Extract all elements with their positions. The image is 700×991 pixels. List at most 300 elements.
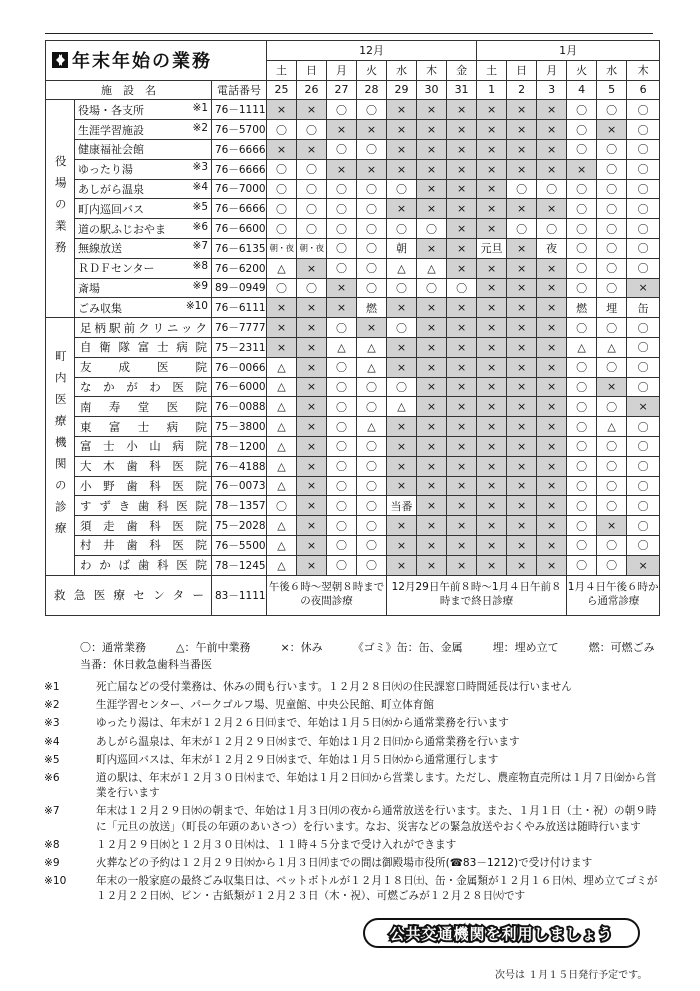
table-row [46,436,660,456]
status-cell: × [297,456,327,476]
status-cell: 〇 [567,436,597,456]
status-cell: 〇 [567,258,597,278]
status-cell: × [507,357,537,377]
status-cell: × [477,337,507,357]
status-cell: 〇 [597,456,627,476]
status-cell: 〇 [627,179,660,199]
status-cell: 〇 [507,179,537,199]
status-cell: 埋 [597,298,627,318]
section-label: 町内医療機関の診療 [46,318,75,575]
legend-item: 《ゴミ》缶：缶、金属 [352,641,463,654]
status-cell: 〇 [267,278,297,298]
status-cell: × [537,496,567,516]
legend [80,639,685,673]
phone-number: 76－5500 [212,535,267,555]
status-cell: 〇 [387,219,417,239]
status-cell: × [537,100,567,120]
footnote-text: あしがら温泉は、年末が１２月２９日㈬まで、年始は１月２日㈰から通常業務を行います [96,735,520,748]
status-cell: × [627,397,660,417]
status-cell: 〇 [327,199,357,219]
status-cell: × [447,258,477,278]
status-cell: 〇 [627,476,660,496]
phone-number: 75－2028 [212,516,267,536]
facility-name-cell [75,397,212,417]
status-cell: 〇 [597,278,627,298]
phone-number: 76－1111 [212,100,267,120]
status-cell: 〇 [357,555,387,575]
weekday-cell: 土 [267,60,297,80]
footnote [44,804,659,834]
date-cell: 4 [567,80,597,100]
table-row [46,179,660,199]
status-cell: 〇 [627,496,660,516]
phone-number: 76－6666 [212,199,267,219]
status-cell: 〇 [327,377,357,397]
status-cell: 〇 [297,219,327,239]
status-cell: × [507,337,537,357]
status-cell: 〇 [597,238,627,258]
status-cell: 〇 [567,318,597,338]
date-cell: 28 [357,80,387,100]
facility-note: ※8 [192,260,208,273]
phone-number: 78－1245 [212,555,267,575]
status-cell: 〇 [597,357,627,377]
weekday-cell: 土 [477,60,507,80]
date-cell: 1 [477,80,507,100]
facility-name: 村井歯科医院 [80,538,207,553]
status-cell: 〇 [627,318,660,338]
facility-name-cell [75,436,212,456]
facility-name: 足柄駅前クリニック [80,320,207,335]
footnotes [44,680,659,908]
table-row [46,278,660,298]
status-cell: × [417,516,447,536]
status-cell: 〇 [357,199,387,219]
facility-name: 南寿堂医院 [80,399,207,414]
status-cell: × [417,456,447,476]
phone-number: 83－1111 [212,575,267,615]
table-row [46,417,660,437]
facility-name: あしがら温泉 [78,182,144,196]
status-cell: × [477,476,507,496]
status-cell: 〇 [597,555,627,575]
footnote-key: ※5 [44,753,60,766]
footnote-key: ※7 [44,805,60,818]
phone-number: 75－3800 [212,417,267,437]
status-cell: × [417,397,447,417]
date-cell: 27 [327,80,357,100]
facility-name-cell [75,357,212,377]
legend-line [80,639,685,656]
footnote [44,753,659,768]
facility-name-cell [75,298,212,318]
status-cell: 夜 [537,238,567,258]
banner-text: 公共交通機関を利用しましょう [389,924,614,943]
status-cell: × [417,199,447,219]
status-cell: × [507,318,537,338]
status-cell: 〇 [567,219,597,239]
status-cell: 〇 [297,199,327,219]
status-cell: △ [267,535,297,555]
legend-item: 燃：可燃ごみ [588,641,655,654]
date-cell: 25 [267,80,297,100]
facility-name: わかば歯科医院 [80,558,207,573]
public-transport-banner [363,918,640,948]
status-cell: △ [267,436,297,456]
facility-name-cell [75,159,212,179]
facility-name: 無線放送 [78,242,122,256]
status-cell: × [537,298,567,318]
status-cell: △ [597,337,627,357]
status-cell: × [417,179,447,199]
status-cell: 燃 [357,298,387,318]
status-cell: 〇 [357,436,387,456]
status-cell: 〇 [387,278,417,298]
status-cell: × [267,139,297,159]
status-cell: × [417,120,447,140]
status-cell: × [507,100,537,120]
status-cell: × [387,100,417,120]
emergency-center-name: 救急医療センター [46,575,212,615]
facility-name-cell [75,476,212,496]
status-cell: 缶 [627,298,660,318]
title-cell [46,41,267,81]
status-cell: 当番 [387,496,417,516]
status-cell: × [537,357,567,377]
footnote [44,856,659,871]
facility-name-cell [75,100,212,120]
status-cell: 〇 [627,357,660,377]
facility-note: ※4 [192,180,208,193]
status-cell: × [507,159,537,179]
facility-name: 須走歯科医院 [80,518,207,533]
status-cell: × [387,417,417,437]
status-cell: × [537,476,567,496]
status-cell: 〇 [597,258,627,278]
status-cell: × [387,139,417,159]
status-cell: △ [267,417,297,437]
footnote-text: ゆったり湯は、年末が１２月２６日㈰まで、年始は１月５日㈬から通常業務を行います [96,717,509,730]
footnote-key: ※8 [44,838,60,851]
phone-number: 76－7777 [212,318,267,338]
status-cell: × [267,337,297,357]
status-cell: × [447,298,477,318]
status-cell: × [327,120,357,140]
status-cell: 〇 [597,179,627,199]
status-cell: × [327,278,357,298]
facility-name-cell [75,417,212,437]
status-cell: × [537,159,567,179]
status-cell: 〇 [567,278,597,298]
status-cell: 朝・夜 [267,238,297,258]
status-cell: × [417,535,447,555]
footnote [44,716,659,731]
month-dec: 12月 [267,41,477,61]
weekday-cell: 火 [567,60,597,80]
status-cell: 〇 [357,456,387,476]
weekday-cell: 火 [357,60,387,80]
facility-name: 友成医院 [80,360,207,375]
status-cell: 〇 [537,179,567,199]
status-cell: 〇 [627,377,660,397]
table-row [46,337,660,357]
facility-name: 斎場 [78,281,100,295]
status-cell: × [447,555,477,575]
status-cell: 〇 [567,139,597,159]
status-cell: × [447,377,477,397]
status-cell: 〇 [597,219,627,239]
status-cell: 〇 [327,318,357,338]
emergency-note-night: 午後６時～翌朝８時までの夜間診療 [267,575,387,615]
status-cell: 〇 [597,159,627,179]
status-cell: 〇 [357,238,387,258]
status-cell: × [387,516,417,536]
status-cell: × [537,120,567,140]
status-cell: × [447,535,477,555]
status-cell: × [387,436,417,456]
emergency-note-allday: 12月29日午前８時～1月４日午前８時まで終日診療 [387,575,567,615]
status-cell: 〇 [567,377,597,397]
status-cell: × [507,258,537,278]
weekday-cell: 月 [537,60,567,80]
status-cell: × [297,535,327,555]
status-cell: × [507,476,537,496]
status-cell: × [477,318,507,338]
status-cell: 朝 [387,238,417,258]
date-cell: 3 [537,80,567,100]
facility-note: ※1 [192,101,208,114]
status-cell: 〇 [357,179,387,199]
status-cell: △ [267,516,297,536]
facility-name: ゆったり湯 [78,163,133,177]
footnote-text: 火葬などの予約は１２月２９日㈬から１月３日㈪までの間は御殿場市役所(☎83－1212)で受け付けます [96,857,593,870]
status-cell: × [447,516,477,536]
table-row [46,120,660,140]
status-cell: 〇 [357,139,387,159]
status-cell: 〇 [597,397,627,417]
status-cell: 〇 [417,219,447,239]
status-cell: 〇 [297,278,327,298]
facility-name: 道の駅ふじおやま [78,222,166,236]
status-cell: × [297,357,327,377]
status-cell: 〇 [627,159,660,179]
status-cell: × [507,377,537,397]
facility-note: ※2 [192,121,208,134]
table-row [46,159,660,179]
status-cell: × [477,278,507,298]
status-cell: × [537,535,567,555]
status-cell: × [387,456,417,476]
footnote-key: ※1 [44,681,60,693]
footnote-text: 町内巡回バスは、年末が１２月２９日㈬まで、年始は１月５日㈬から通常運行します [96,753,499,766]
status-cell: △ [357,337,387,357]
status-cell: × [477,199,507,219]
weekday-cell: 月 [327,60,357,80]
status-cell: × [447,318,477,338]
status-cell: × [447,100,477,120]
weekday-cell: 木 [417,60,447,80]
facility-name-cell [75,179,212,199]
status-cell: 〇 [327,516,357,536]
table-row [46,516,660,536]
status-cell: 〇 [357,476,387,496]
status-cell: △ [267,258,297,278]
status-cell: × [477,555,507,575]
status-cell: 〇 [327,555,357,575]
phone-number: 76－0088 [212,397,267,417]
status-cell: 〇 [357,516,387,536]
status-cell: 〇 [327,219,357,239]
status-cell: 〇 [627,199,660,219]
status-cell: 〇 [507,219,537,239]
facility-name-cell [75,139,212,159]
status-cell: 〇 [567,199,597,219]
status-cell: 〇 [327,436,357,456]
status-cell: 〇 [627,120,660,140]
weekday-cell: 木 [627,60,660,80]
status-cell: × [327,159,357,179]
status-cell: × [477,377,507,397]
status-cell: × [357,120,387,140]
status-cell: × [477,397,507,417]
status-cell: 〇 [627,238,660,258]
status-cell: 〇 [627,258,660,278]
facility-name-cell [75,337,212,357]
status-cell: 〇 [387,377,417,397]
phone-number: 76－0066 [212,357,267,377]
status-cell: 〇 [597,139,627,159]
status-cell: × [417,377,447,397]
status-cell: 〇 [537,219,567,239]
status-cell: × [477,159,507,179]
facility-name: 健康福祉会館 [78,143,144,157]
facility-name: 富士小山病院 [80,439,207,454]
emergency-note-normal: 1月４日午後６時から通常診療 [567,575,660,615]
status-cell: × [297,318,327,338]
status-cell: × [537,139,567,159]
status-cell: 〇 [357,100,387,120]
status-cell: × [447,357,477,377]
phone-number: 78－1357 [212,496,267,516]
legend-item: ×：休み [280,641,323,654]
facility-name-cell [75,555,212,575]
table-row [46,555,660,575]
phone-number: 76－7000 [212,179,267,199]
status-cell: 〇 [267,159,297,179]
status-cell: 〇 [597,496,627,516]
status-cell: × [297,555,327,575]
footnote-key: ※2 [44,699,60,712]
status-cell: × [507,436,537,456]
status-cell: × [477,179,507,199]
status-cell: 〇 [387,179,417,199]
status-cell: 〇 [357,397,387,417]
status-cell: × [477,456,507,476]
status-cell: × [507,516,537,536]
status-cell: × [387,555,417,575]
status-cell: × [267,318,297,338]
phone-header: 電話番号 [212,80,267,100]
table-row [46,456,660,476]
footnote-text: １２月２９日㈬と１２月３０日㈭は、１１時４５分まで受け入れができます [96,838,457,851]
facility-header: 施 設 名 [46,80,212,100]
status-cell: × [297,496,327,516]
footnote [44,838,659,853]
footnote-text: 年末の一般家庭の最終ごみ収集日は、ペットボトルが１２月１８日㈯、缶・金属類が１２月１６日㈭、埋め立てゴミが１２月２２日㈬、ビン・古紙類が１２月２３日（木・祝）、可燃ごみが１２月２８日㈫です [96,875,658,903]
date-cell: 30 [417,80,447,100]
status-cell: 〇 [627,456,660,476]
status-cell: × [537,377,567,397]
status-cell: × [297,516,327,536]
status-cell: × [447,496,477,516]
phone-number: 76－6600 [212,219,267,239]
status-cell: × [387,298,417,318]
table-row [46,238,660,258]
phone-number: 76－6135 [212,238,267,258]
status-cell: × [477,357,507,377]
status-cell: 〇 [327,496,357,516]
status-cell: × [507,397,537,417]
status-cell: 〇 [567,397,597,417]
facility-name-cell [75,535,212,555]
status-cell: × [447,436,477,456]
status-cell: 元旦 [477,238,507,258]
status-cell: × [297,337,327,357]
table-row [46,496,660,516]
status-cell: 〇 [327,357,357,377]
status-cell: × [447,397,477,417]
status-cell: 〇 [567,238,597,258]
phone-number: 76－4188 [212,456,267,476]
status-cell: 〇 [567,555,597,575]
phone-number: 76－6111 [212,298,267,318]
status-cell: × [447,219,477,239]
status-cell: 〇 [567,476,597,496]
status-cell: × [417,238,447,258]
status-cell: × [537,436,567,456]
status-cell: 〇 [327,397,357,417]
status-cell: 〇 [327,238,357,258]
status-cell: △ [387,397,417,417]
status-cell: × [447,120,477,140]
status-cell: △ [387,258,417,278]
status-cell: 〇 [267,179,297,199]
status-cell: × [507,535,537,555]
status-cell: × [537,516,567,536]
status-cell: △ [597,417,627,437]
phone-number: 89－0949 [212,278,267,298]
status-cell: × [297,377,327,397]
status-cell: × [297,476,327,496]
title-icon [52,52,68,68]
status-cell: × [447,139,477,159]
status-cell: × [507,456,537,476]
table-row [46,397,660,417]
status-cell: 〇 [357,535,387,555]
status-cell: × [537,337,567,357]
status-cell: 〇 [297,159,327,179]
status-cell: × [417,555,447,575]
status-cell: × [417,496,447,516]
footnote [44,680,659,695]
status-cell: △ [567,337,597,357]
facility-name-cell [75,456,212,476]
status-cell: × [507,278,537,298]
status-cell: 〇 [567,120,597,140]
footnote [44,874,659,904]
status-cell: × [387,199,417,219]
status-cell: × [477,100,507,120]
